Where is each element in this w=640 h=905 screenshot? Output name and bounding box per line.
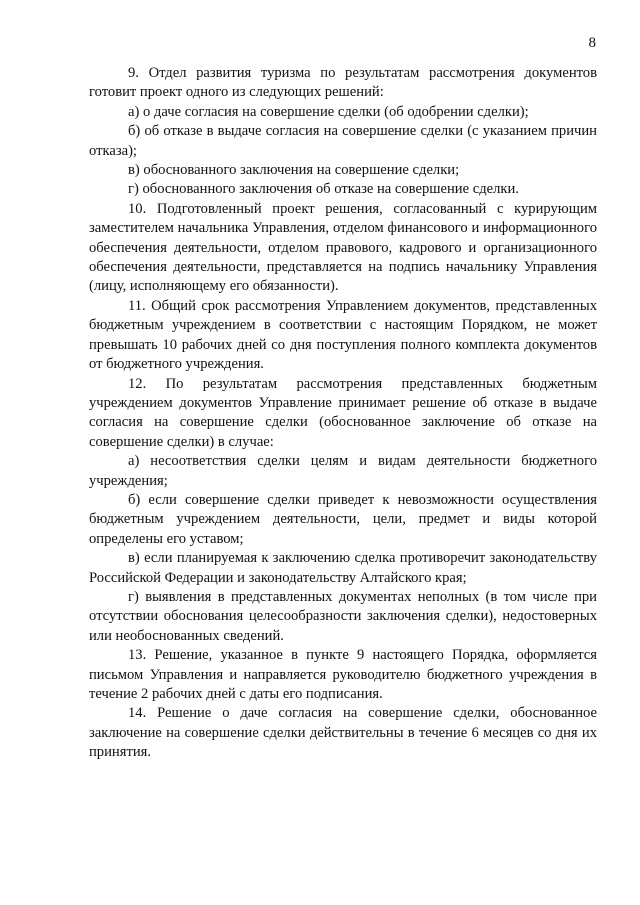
- paragraph-11: 11. Общий срок рассмотрения Управлением документов, представленных бюджетным учреждением в соответствии с настоящим Порядком, не может превышать 10 рабочих дней со дня поступления полного комплекта документов от бюджетного учреждения.: [89, 297, 597, 373]
- list-item-9a: а) о даче согласия на совершение сделки (об одобрении сделки);: [128, 103, 529, 120]
- paragraph-10: 10. Подготовленный проект решения, согласованный с курирующим заместителем начальника Управления, отделом финансового и информационного обеспечения деятельности, отделом правового, кадрового и организационного обеспечения деятельности, представляется на подпись начальнику Управления (лицу, исполняющему его обязанности).: [89, 200, 597, 295]
- list-item-12c: в) если планируемая к заключению сделка противоречит законодательству Российской Федерации и законодательству Алтайского края;: [89, 550, 597, 586]
- list-item-12d: г) выявления в представленных документах неполных (в том числе при отсутствии обоснования целесообразности заключения сделки), недостоверных или необоснованных сведений.: [89, 588, 597, 644]
- list-item-12b: б) если совершение сделки приведет к невозможности осуществления бюджетным учреждением деятельности, цели, предмет и виды которой определены его уставом;: [89, 491, 597, 547]
- paragraph-14: 14. Решение о даче согласия на совершение сделки, обоснованное заключение на совершение сделки действительны в течение 6 месяцев со дня их принятия.: [89, 705, 597, 761]
- list-item-12a: а) несоответствия сделки целям и видам деятельности бюджетного учреждения;: [89, 453, 597, 489]
- paragraph-13: 13. Решение, указанное в пункте 9 настоящего Порядка, оформляется письмом Управления и направляется руководителю бюджетного учреждения в течение 2 рабочих дней с даты его подписания.: [89, 647, 597, 702]
- paragraph-12: 12. По результатам рассмотрения представленных бюджетным учреждением документов Управление принимает решение об отказе в выдаче согласия на совершение сделки (обоснованное заключение об отказе на совершение сделки) в случае:: [89, 375, 597, 450]
- list-item-9b: б) об отказе в выдаче согласия на совершение сделки (с указанием причин отказа);: [89, 123, 597, 159]
- paragraph-9: 9. Отдел развития туризма по результатам рассмотрения документов готовит проект одного из следующих решений:: [89, 65, 597, 101]
- list-item-9c: в) обоснованного заключения на совершение сделки;: [128, 162, 460, 179]
- list-item-9d: г) обоснованного заключения об отказе на совершение сделки.: [128, 181, 519, 198]
- document-body: [89, 64, 597, 763]
- page-number: 8: [588, 35, 596, 51]
